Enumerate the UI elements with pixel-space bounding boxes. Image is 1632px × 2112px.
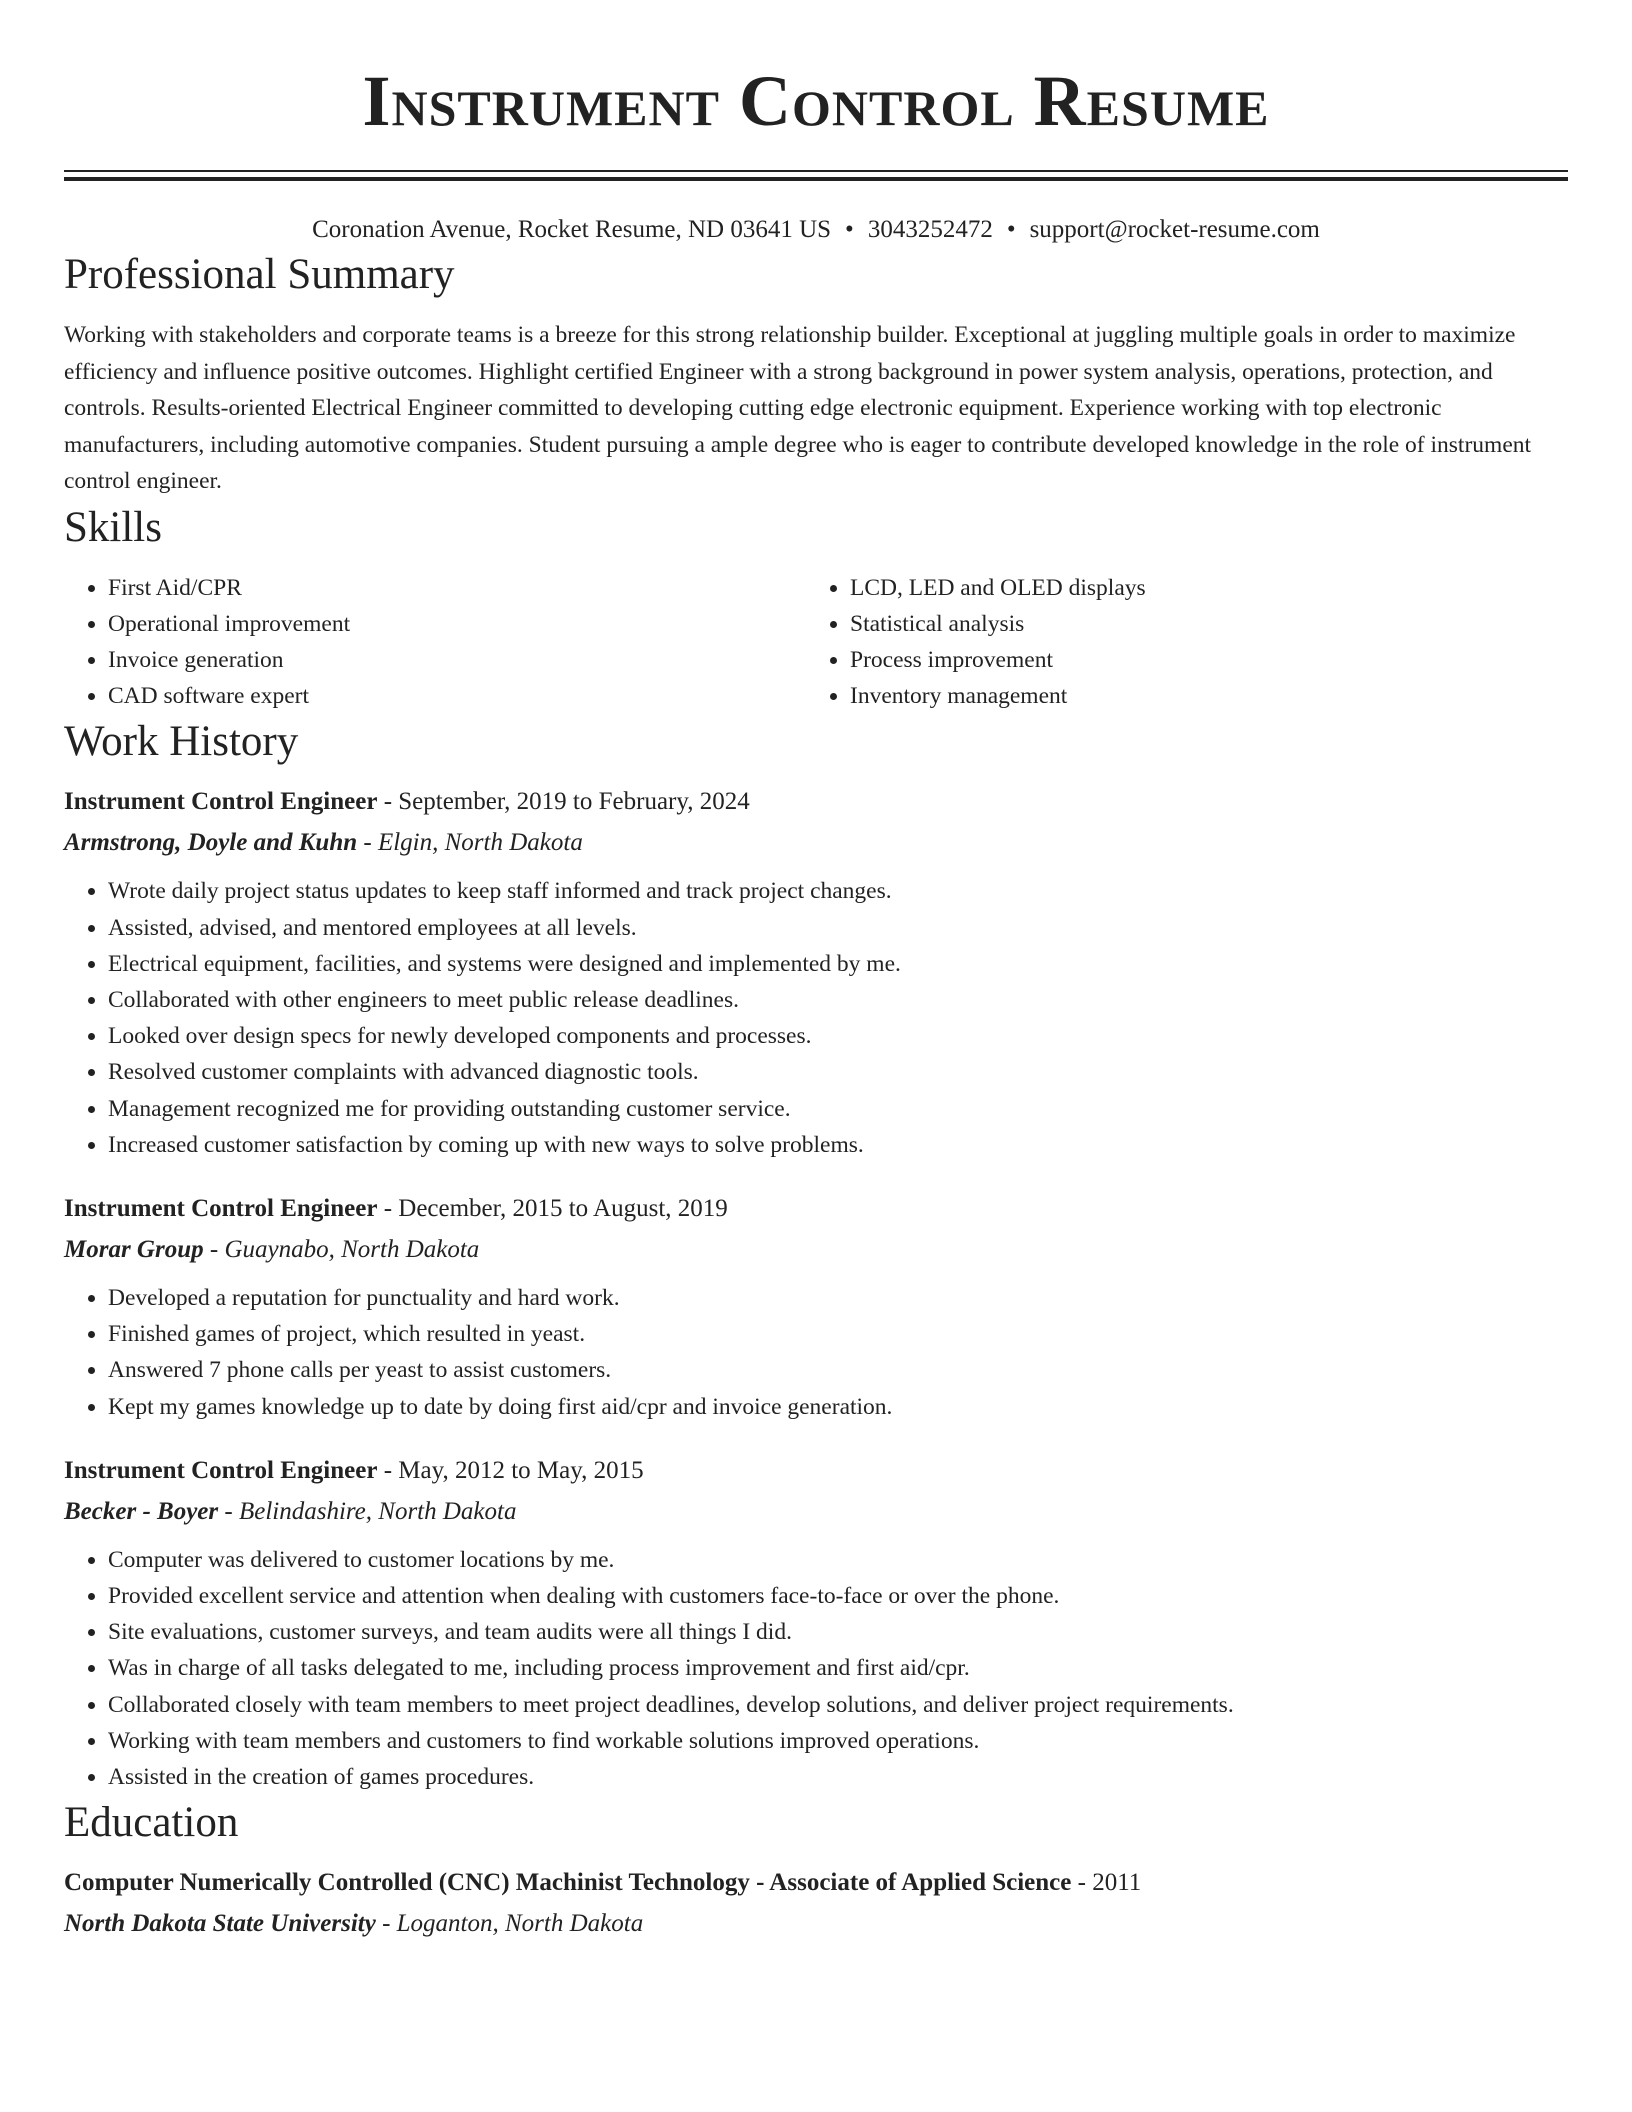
summary-heading: Professional Summary [64,251,455,298]
job-dates: - December, 2015 to August, 2019 [377,1194,728,1222]
job-duties [64,873,1568,1163]
job-entry [64,784,1568,1163]
duty-item: • Site evaluations, customer surveys, and team audits were all things I did. [108,1614,1568,1650]
contact-address: Coronation Avenue, Rocket Resume, ND 03641 US [312,216,832,243]
title-divider [64,170,1568,181]
duty-item: • Increased customer satisfaction by coming up with new ways to solve problems. [108,1127,1568,1163]
company-location: - Belindashire, North Dakota [218,1497,517,1525]
duty-item: • Wrote daily project status updates to keep staff informed and track project changes. [108,873,1568,909]
duty-item: • Collaborated closely with team members to meet project deadlines, develop solutions, and deliver project requirements. [108,1687,1568,1723]
degree-year: - 2011 [1071,1869,1142,1897]
duty-item: • Management recognized me for providing outstanding customer service. [108,1091,1568,1127]
skills-column-left [64,570,806,715]
duty-item: • Answered 7 phone calls per yeast to assist customers. [108,1352,1568,1388]
skill-item: • Operational improvement [108,606,806,642]
skill-item: • Inventory management [850,678,1548,714]
school-line [64,1906,1568,1942]
summary-text: Working with stakeholders and corporate teams is a breeze for this strong relationship builder. Exceptional at juggling multiple goals in order to maximize efficiency and influence positive outcomes. Highlight certified Engineer with a strong background in power system analysis, operations, protection, and controls. Results-oriented Electrical Engineer committed to developing cutting edge electronic equipment. Experience working with top electronic manufacturers, including automotive companies. Student pursuing a ample degree who is eager to contribute developed knowledge in the role of instrument control engineer. [64,322,1532,494]
skills-heading: Skills [64,503,162,551]
job-entry [64,1453,1568,1795]
contact-line [64,213,1568,247]
skill-item: • Invoice generation [108,642,806,678]
page-title: Instrument Control Resume [362,61,1270,141]
duty-item: • Computer was delivered to customer locations by me. [108,1542,1568,1578]
contact-separator: • [845,216,854,243]
duty-item: • Looked over design specs for newly developed components and processes. [108,1018,1568,1054]
company-line [64,1232,1568,1268]
skill-item: • LCD, LED and OLED displays [850,570,1548,606]
company-location: - Guaynabo, North Dakota [203,1235,480,1263]
duty-item: • Developed a reputation for punctuality and hard work. [108,1280,1568,1316]
contact-phone: 3043252472 [867,216,993,243]
duty-item: • Provided excellent service and attention when dealing with customers face-to-face or over the phone. [108,1578,1568,1614]
job-entry [64,1191,1568,1425]
job-title-line [64,784,1568,820]
company-line [64,1494,1568,1530]
skill-item: • Statistical analysis [850,606,1548,642]
skills-column-right [806,570,1548,715]
duty-item: • Collaborated with other engineers to meet public release deadlines. [108,982,1568,1018]
company-name: Armstrong, Doyle and Kuhn [64,829,358,857]
skills-list [64,570,1568,715]
duty-item: • Kept my games knowledge up to date by doing first aid/cpr and invoice generation. [108,1389,1568,1425]
education-heading: Education [64,1799,239,1847]
job-title: Instrument Control Engineer [64,1194,378,1222]
job-duties [64,1542,1568,1795]
duty-item: • Electrical equipment, facilities, and systems were designed and implemented by me. [108,946,1568,982]
company-line [64,825,1568,861]
job-title-line [64,1453,1568,1489]
duty-item: • Assisted in the creation of games procedures. [108,1759,1568,1795]
job-title-line [64,1191,1568,1227]
duty-item: • Assisted, advised, and mentored employees at all levels. [108,910,1568,946]
skill-item: • First Aid/CPR [108,570,806,606]
duty-item: • Finished games of project, which resulted in yeast. [108,1316,1568,1352]
job-title: Instrument Control Engineer [64,1456,378,1484]
job-dates: - May, 2012 to May, 2015 [377,1456,644,1484]
school-name: North Dakota State University [64,1910,376,1938]
education-entry [64,1865,1568,1942]
company-location: - Elgin, North Dakota [357,829,583,857]
duty-item: • Working with team members and customers to find workable solutions improved operations. [108,1723,1568,1759]
job-duties [64,1280,1568,1425]
job-title: Instrument Control Engineer [64,788,378,816]
degree-name: Computer Numerically Controlled (CNC) Machinist Technology - Associate of Applied Science [64,1869,1072,1897]
duty-item: • Was in charge of all tasks delegated to me, including process improvement and first aid/cpr. [108,1650,1568,1686]
contact-email: support@rocket-resume.com [1029,216,1320,243]
contact-separator: • [1006,216,1016,243]
school-location: - Loganton, North Dakota [375,1910,644,1938]
skill-item: • CAD software expert [108,678,806,714]
job-dates: - September, 2019 to February, 2024 [377,788,750,816]
work-history-heading: Work History [64,718,299,766]
degree-line [64,1865,1568,1901]
skill-item: • Process improvement [850,642,1548,678]
company-name: Morar Group [64,1235,204,1263]
duty-item: • Resolved customer complaints with advanced diagnostic tools. [108,1054,1568,1090]
company-name: Becker - Boyer [64,1497,219,1525]
